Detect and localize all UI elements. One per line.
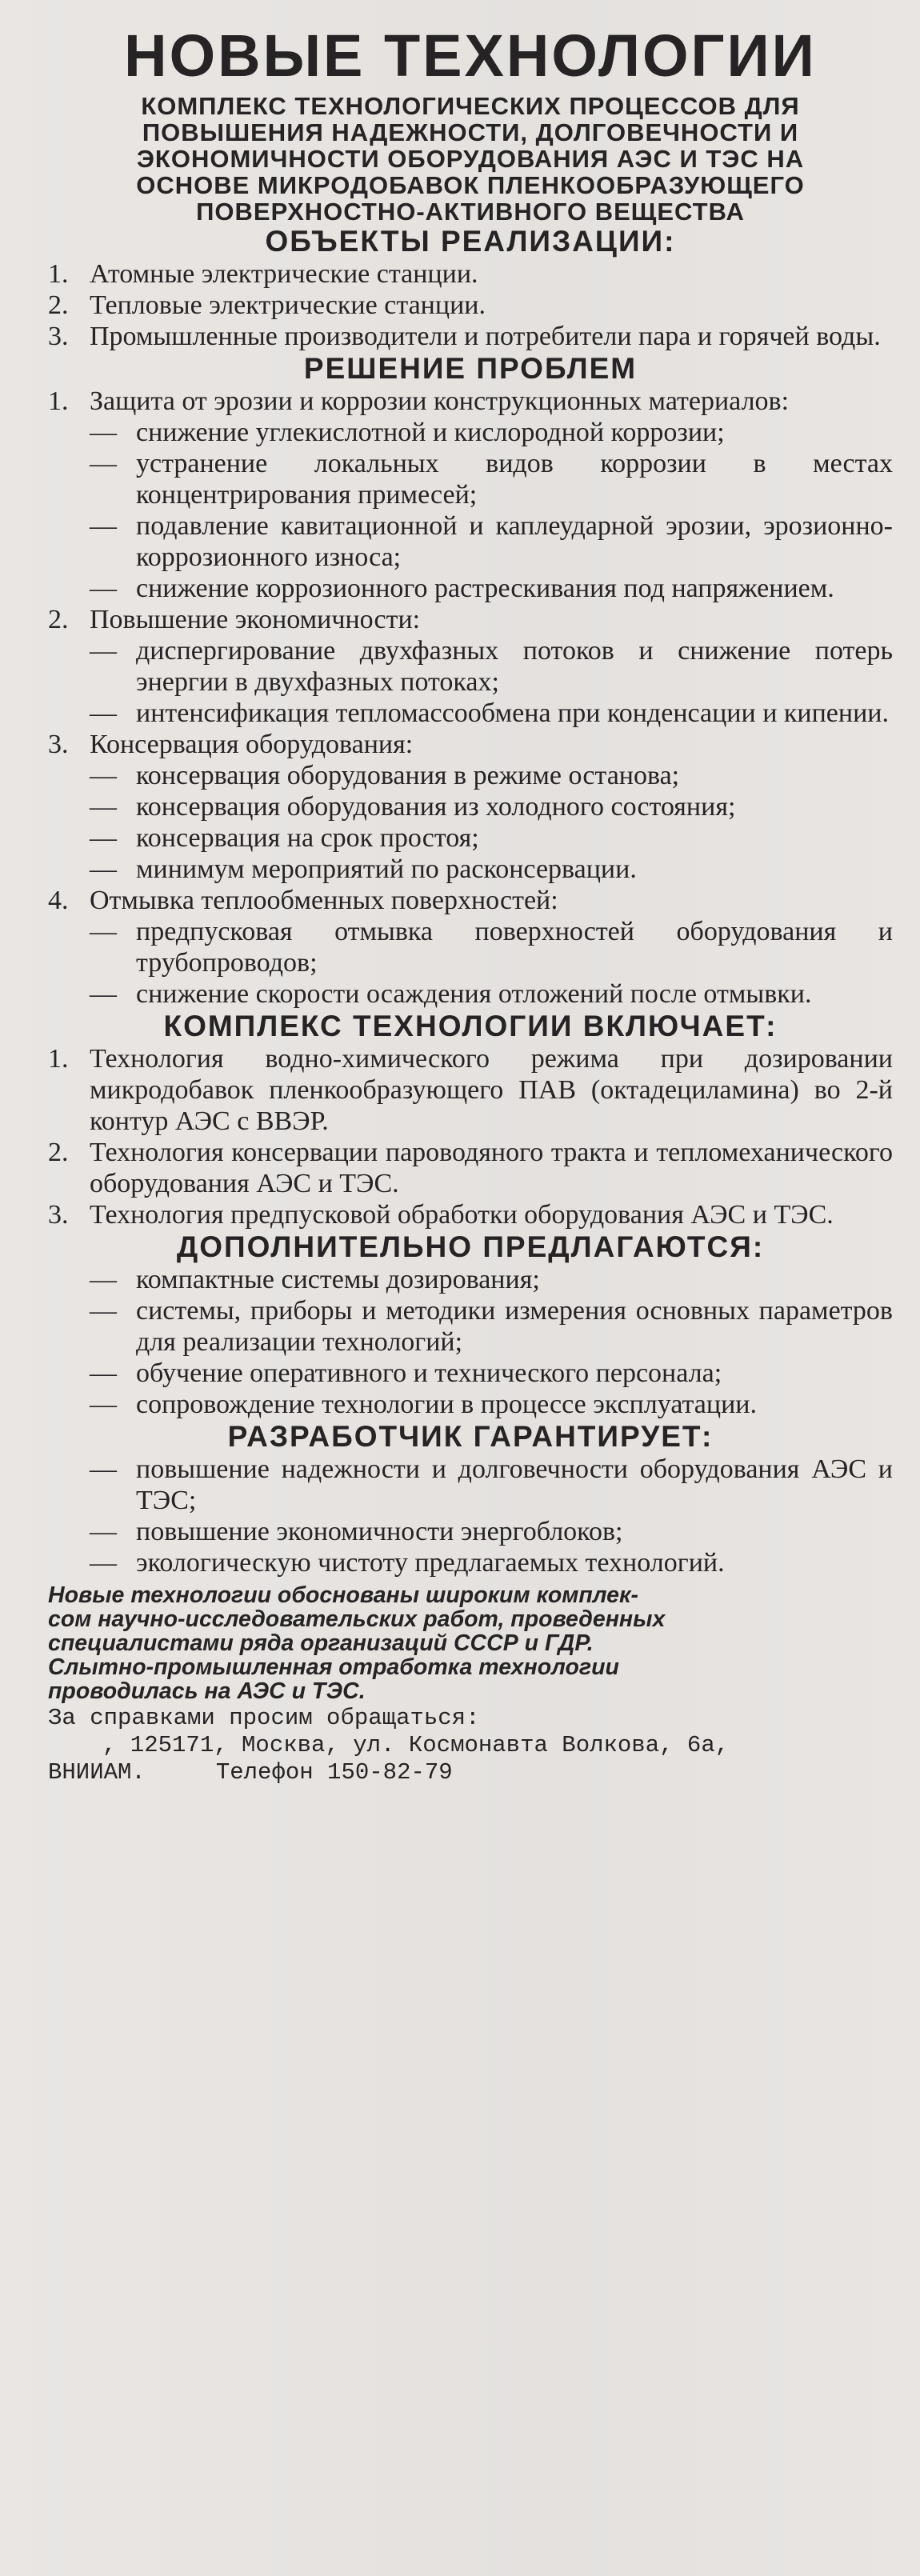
item-number: 1. — [48, 1044, 69, 1074]
closing-line: Слытно-промышленная отработка технологии — [48, 1654, 619, 1680]
contact-intro: За справками просим обращаться: — [48, 1705, 480, 1731]
sub-item — [48, 510, 893, 573]
dash-mark: — — [90, 792, 117, 822]
list-item — [48, 258, 893, 290]
sub-item-text: подавление кавитационной и каплеударной эрозии, эрозионно-коррозионного износа; — [136, 511, 893, 572]
item-text: Отмывка теплообменных поверхностей: — [90, 886, 558, 915]
dash-mark: — — [90, 449, 117, 478]
list-item — [48, 290, 893, 321]
subtitle-line: ПОВЫШЕНИЯ НАДЕЖНОСТИ, ДОЛГОВЕЧНОСТИ И — [142, 118, 799, 146]
list-item — [48, 321, 893, 352]
document-subtitle — [48, 93, 893, 225]
contact-address: , 125171, Москва, ул. Космонавта Волкова, 6а, — [102, 1732, 730, 1758]
dash-mark: — — [90, 636, 117, 666]
list-item — [48, 1199, 893, 1230]
dash-mark: — — [90, 1548, 117, 1578]
closing-line: сом научно-исследовательских работ, проведенных — [48, 1606, 666, 1632]
closing-line: Новые технологии обоснованы широким комплек- — [48, 1582, 638, 1608]
contact-block — [48, 1705, 893, 1786]
item-text: Повышение экономичности: — [90, 605, 421, 634]
list-item — [48, 1137, 893, 1199]
item-text: Технология водно-химического режима при дозировании микродобавок пленкообразующего ПАВ (октадециламина) во 2-й контур АЭС с ВВЭР. — [90, 1044, 893, 1136]
dash-mark: — — [90, 1517, 117, 1546]
contact-phone: Телефон 150-82-79 — [215, 1759, 453, 1786]
item-text: Технология предпусковой обработки оборудования АЭС и ТЭС. — [90, 1200, 834, 1230]
item-text: Промышленные производители и потребители пара и горячей воды. — [90, 322, 881, 351]
item-number: 3. — [48, 1200, 69, 1230]
item-number: 4. — [48, 886, 69, 915]
guarantee-list — [48, 1454, 893, 1578]
item-text: Консервация оборудования: — [90, 730, 414, 759]
sub-item — [48, 1295, 893, 1358]
dash-mark: — — [90, 1454, 117, 1484]
dash-mark: — — [90, 1358, 117, 1388]
sub-item-text: интенсификация тепломассообмена при конденсации и кипении. — [136, 698, 889, 728]
item-number: 3. — [48, 322, 69, 351]
sub-item — [48, 573, 893, 604]
item-text: Атомные электрические станции. — [90, 259, 478, 289]
sub-item-text: консервация оборудования из холодного состояния; — [136, 792, 736, 822]
dash-mark: — — [90, 823, 117, 853]
item-number: 1. — [48, 259, 69, 289]
sub-item-text: предпусковая отмывка поверхностей оборудования и трубопроводов; — [136, 917, 893, 978]
sub-item-text: консервация оборудования в режиме останова; — [136, 761, 680, 790]
sub-item — [48, 1389, 893, 1420]
sub-item-text: снижение коррозионного растрескивания под напряжением. — [136, 574, 834, 603]
problems-heading: РЕШЕНИЕ ПРОБЛЕМ — [303, 352, 638, 385]
document-title: НОВЫЕ ТЕХНОЛОГИИ — [124, 22, 817, 89]
dash-mark: — — [90, 761, 117, 790]
sub-item-text: повышение надежности и долговечности оборудования АЭС и ТЭС; — [136, 1454, 893, 1515]
sub-item-text: минимум мероприятий по расконсервации. — [136, 854, 637, 884]
complex-list — [48, 1043, 893, 1230]
subtitle-line: ОСНОВЕ МИКРОДОБАВОК ПЛЕНКООБРАЗУЮЩЕГО — [136, 171, 805, 199]
sub-item-text: обучение оперативного и технического персонала; — [136, 1358, 722, 1388]
item-number: 2. — [48, 290, 69, 320]
closing-line: специалистами ряда организаций СССР и ГДР. — [48, 1630, 594, 1656]
item-text: Защита от эрозии и коррозии конструкционных материалов: — [90, 386, 790, 416]
sub-item — [48, 822, 893, 854]
complex-heading: КОМПЛЕКС ТЕХНОЛОГИИ ВКЛЮЧАЕТ: — [163, 1010, 778, 1042]
closing-line: проводилась на АЭС и ТЭС. — [48, 1678, 366, 1704]
sub-item — [48, 417, 893, 448]
sub-item — [48, 760, 893, 791]
problems-list — [48, 386, 893, 1010]
sub-item — [48, 916, 893, 978]
sub-item-text: компактные системы дозирования; — [136, 1265, 540, 1294]
item-number: 3. — [48, 730, 69, 759]
dash-mark: — — [90, 1265, 117, 1294]
list-item — [48, 604, 893, 635]
item-number: 2. — [48, 605, 69, 634]
objects-heading: ОБЪЕКТЫ РЕАЛИЗАЦИИ: — [265, 225, 676, 258]
dash-mark: — — [90, 574, 117, 603]
sub-item — [48, 698, 893, 729]
sub-item — [48, 1547, 893, 1578]
sub-item — [48, 1516, 893, 1547]
sub-item — [48, 448, 893, 510]
item-text: Технология консервации пароводяного тракта и тепломеханического оборудования АЭС и ТЭС. — [90, 1138, 893, 1198]
dash-mark: — — [90, 917, 117, 946]
dash-mark: — — [90, 418, 117, 447]
sub-item-text: снижение скорости осаждения отложений после отмывки. — [136, 979, 812, 1009]
sub-item — [48, 978, 893, 1010]
guarantee-heading: РАЗРАБОТЧИК ГАРАНТИРУЕТ: — [227, 1420, 714, 1453]
sub-item-text: системы, приборы и методики измерения основных параметров для реализации технологий; — [136, 1296, 893, 1357]
objects-list — [48, 258, 893, 352]
item-number: 1. — [48, 386, 69, 416]
sub-item — [48, 1454, 893, 1516]
subtitle-line: ПОВЕРХНОСТНО-АКТИВНОГО ВЕЩЕСТВА — [196, 198, 745, 226]
contact-org-phone — [48, 1759, 893, 1786]
sub-item-text: устранение локальных видов коррозии в местах концентрирования примесей; — [136, 449, 893, 510]
sub-item — [48, 1358, 893, 1389]
dash-mark: — — [90, 698, 117, 728]
list-item — [48, 729, 893, 760]
item-text: Тепловые электрические станции. — [90, 290, 486, 320]
sub-item-text: диспергирование двухфазных потоков и снижение потерь энергии в двухфазных потоках; — [136, 636, 893, 697]
list-item — [48, 885, 893, 916]
sub-item — [48, 791, 893, 822]
additional-list — [48, 1264, 893, 1420]
sub-item — [48, 854, 893, 885]
closing-paragraph — [48, 1583, 893, 1703]
sub-item-text: сопровождение технологии в процессе эксплуатации. — [136, 1390, 757, 1419]
dash-mark: — — [90, 979, 117, 1009]
list-item — [48, 386, 893, 417]
subtitle-line: КОМПЛЕКС ТЕХНОЛОГИЧЕСКИХ ПРОЦЕССОВ ДЛЯ — [141, 92, 800, 120]
item-number: 2. — [48, 1138, 69, 1167]
additional-heading: ДОПОЛНИТЕЛЬНО ПРЕДЛАГАЮТСЯ: — [176, 1230, 765, 1263]
sub-item-text: повышение экономичности энергоблоков; — [136, 1517, 623, 1546]
dash-mark: — — [90, 1390, 117, 1419]
subtitle-line: ЭКОНОМИЧНОСТИ ОБОРУДОВАНИЯ АЭС И ТЭС НА — [136, 145, 805, 173]
dash-mark: — — [90, 854, 117, 884]
sub-item — [48, 1264, 893, 1295]
list-item — [48, 1043, 893, 1137]
dash-mark: — — [90, 1296, 117, 1326]
sub-item-text: снижение углекислотной и кислородной коррозии; — [136, 418, 725, 447]
dash-mark: — — [90, 511, 117, 541]
contact-org: ВНИИАМ. — [48, 1759, 146, 1786]
sub-item-text: консервация на срок простоя; — [136, 823, 479, 853]
sub-item-text: экологическую чистоту предлагаемых технологий. — [136, 1548, 725, 1578]
sub-item — [48, 635, 893, 698]
